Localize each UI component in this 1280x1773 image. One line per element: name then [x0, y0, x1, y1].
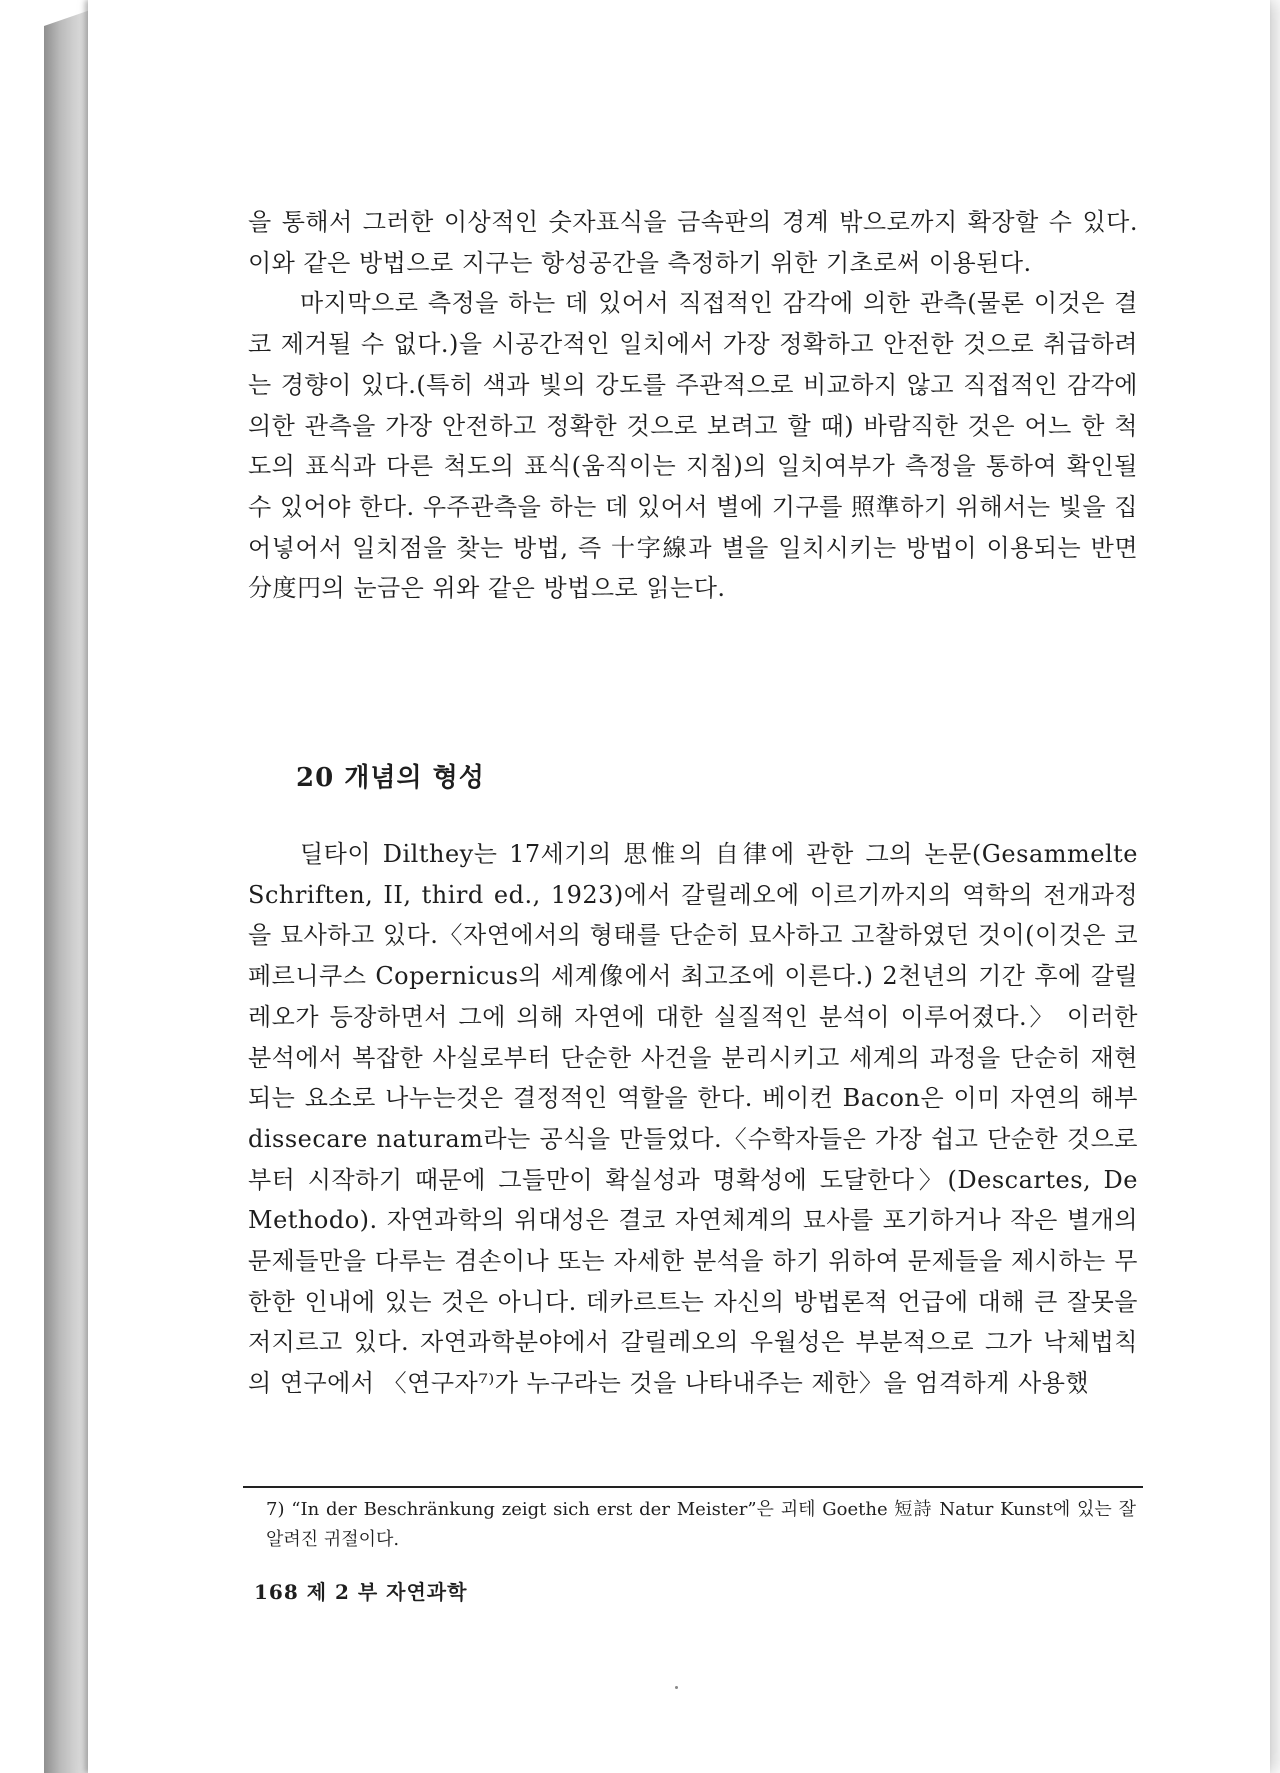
- paragraph-dilthey: 딜타이 Dilthey는 17세기의 思惟의 自律에 관한 그의 논문(Gesammelte Schriften, II, third ed., 1923)에서 갈릴레오에 이르기까지의 역학의 전개과정을 묘사하고 있다.〈자연에서의 형태를 단순히 묘사하고 고찰하였던 것이(이것은 코페르니쿠스 Copernicus의 세계像에서 최고조에 이른다.) 2천년의 기간 후에 갈릴레오가 등장하면서 그에 의해 자연에 대한 실질적인 분석이 이루어졌다.〉 이러한 분석에서 복잡한 사실로부터 단순한 사건을 분리시키고 세계의 과정을 단순히 재현되는 요소로 나누는것은 결정적인 역할을 한다. 베이컨 Bacon은 이미 자연의 해부 dissecare naturam라는 공식을 만들었다.〈수학자들은 가장 쉽고 단순한 것으로부터 시작하기 때문에 그들만이 확실성과 명확성에 도달한다〉(Descartes, De Methodo). 자연과학의 위대성은 결코 자연체계의 묘사를 포기하거나 작은 별개의 문제들만을 다루는 겸손이나 또는 자세한 분석을 하기 위하여 문제들을 제시하는 무한한 인내에 있는 것은 아니다. 데카르트는 자신의 방법론적 언급에 대해 큰 잘못을 저지르고 있다. 자연과학분야에서 갈릴레오의 우월성은 부분적으로 그가 낙체법칙의 연구에서 〈연구자⁷⁾가 누구라는 것을 나타내주는 제한〉을 엄격하게 사용했: [248, 840, 1138, 1398]
- page-footer: 168 제 2 부 자연과학: [254, 1580, 468, 1604]
- footnote-divider: [243, 1486, 1143, 1488]
- paragraph-measurement: 마지막으로 측정을 하는 데 있어서 직접적인 감각에 의한 관측(물론 이것은 결코 제거될 수 없다.)을 시공간적인 일치에서 가장 정확하고 안전한 것으로 취급하려는 경향이 있다.(특히 색과 빛의 강도를 주관적으로 비교하지 않고 직접적인 감각에 의한 관측을 가장 안전하고 정확한 것으로 보려고 할 때) 바람직한 것은 어느 한 척도의 표식과 다른 척도의 표식(움직이는 지침)의 일치여부가 측정을 통하여 확인될 수 있어야 한다. 우주관측을 하는 데 있어서 별에 기구를 照準하기 위해서는 빛을 집어넣어서 일치점을 찾는 방법, 즉 十字線과 별을 일치시키는 방법이 이용되는 반면 分度円의 눈금은 위와 같은 방법으로 읽는다.: [248, 289, 1138, 603]
- paragraph-continuation: 을 통해서 그러한 이상적인 숫자표식을 금속판의 경계 밖으로까지 확장할 수 있다. 이와 같은 방법으로 지구는 항성공간을 측정하기 위한 기초로써 이용된다.: [248, 208, 1138, 277]
- upper-text-block: [248, 202, 1138, 609]
- footnote: 7) “In der Beschränkung zeigt sich erst der Meister”은 괴테 Goethe 短詩 Natur Kunst에 있는 잘 알려진 귀절이다.: [266, 1499, 1136, 1550]
- scan-speck: [675, 1686, 678, 1689]
- section-title: 20 개념의 형성: [296, 763, 485, 793]
- book-page: [88, 0, 1270, 1773]
- lower-text-block: [248, 834, 1138, 1404]
